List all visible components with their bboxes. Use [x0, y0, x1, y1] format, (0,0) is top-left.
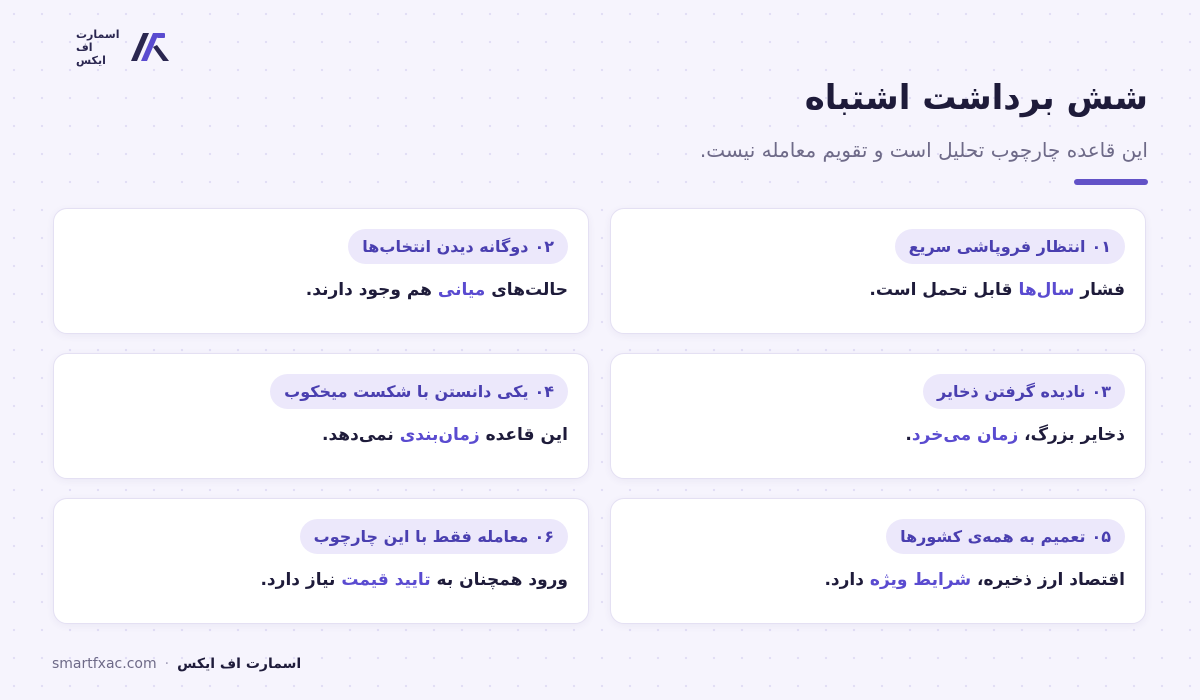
card-body-highlight: تایید قیمت [341, 570, 431, 590]
card-body [74, 280, 568, 300]
card-body-text: نیاز دارد. [260, 570, 342, 590]
card-body [631, 570, 1125, 590]
card-title-pill [300, 519, 568, 554]
misconception-card-06 [53, 498, 589, 624]
card-body-text: نمی‌دهد. [322, 425, 400, 445]
card-title: تعمیم به همه‌ی کشورها [900, 527, 1086, 546]
card-number: ۰۱ [1091, 237, 1111, 256]
card-title: انتظار فروپاشی سریع [908, 237, 1086, 256]
card-body-text: اقتصاد ارز ذخیره، [971, 570, 1125, 590]
card-body-text: . [905, 425, 912, 445]
card-body-text: این قاعده [479, 425, 568, 445]
card-number: ۰۴ [534, 382, 554, 401]
card-title: دوگانه دیدن انتخاب‌ها [362, 237, 529, 256]
card-title: یکی دانستن با شکست میخکوب [284, 382, 529, 401]
title-accent-bar [1074, 179, 1148, 185]
card-number: ۰۵ [1091, 527, 1111, 546]
footer-url-link[interactable]: smartfxac.com [52, 656, 157, 672]
misconception-card-05 [610, 498, 1146, 624]
brand-logo[interactable] [76, 24, 172, 70]
footer-brand: اسمارت اف ایکس [177, 656, 302, 672]
card-body [631, 280, 1125, 300]
misconception-card-01 [610, 208, 1146, 334]
card-title: معامله فقط با این چارچوب [313, 527, 529, 546]
card-body [74, 425, 568, 445]
card-title-pill [348, 229, 568, 264]
card-body-text: دارد. [824, 570, 870, 590]
card-body-highlight: زمان‌بندی [399, 425, 480, 445]
logo-line: اسمارت [76, 27, 120, 41]
footer [52, 656, 301, 672]
card-body-text: ورود همچنان به [430, 570, 568, 590]
page-subtitle: این قاعده چارچوب تحلیل است و تقویم معامله نیست. [699, 138, 1148, 162]
card-number: ۰۶ [534, 527, 554, 546]
logo-mark-icon [127, 27, 171, 67]
card-body-highlight: شرایط ویژه [869, 570, 972, 590]
card-body [74, 570, 568, 590]
card-body-highlight: زمان می‌خرد [911, 425, 1019, 445]
logo-wordmark [76, 28, 119, 67]
misconception-card-03 [610, 353, 1146, 479]
card-body-text: ذخایر بزرگ، [1018, 425, 1125, 445]
card-body-text: فشار [1074, 280, 1125, 300]
card-title: نادیده گرفتن ذخایر [937, 382, 1086, 401]
page-title: شش برداشت اشتباه [804, 78, 1148, 118]
misconception-card-02 [53, 208, 589, 334]
logo-line: اف [76, 40, 93, 54]
card-body-text: قابل تحمل است. [869, 280, 1019, 300]
card-title-pill [886, 519, 1125, 554]
card-body-text: هم وجود دارند. [305, 280, 438, 300]
card-body [631, 425, 1125, 445]
card-number: ۰۳ [1091, 382, 1111, 401]
misconception-card-04 [53, 353, 589, 479]
card-body-highlight: سال‌ها [1018, 280, 1075, 300]
card-title-pill [895, 229, 1125, 264]
card-title-pill [270, 374, 568, 409]
footer-separator: · [164, 656, 170, 672]
card-number: ۰۲ [534, 237, 554, 256]
card-body-highlight: میانی [437, 280, 486, 300]
card-body-text: حالت‌های [485, 280, 568, 300]
card-title-pill [923, 374, 1125, 409]
logo-line: ایکس [76, 53, 106, 67]
